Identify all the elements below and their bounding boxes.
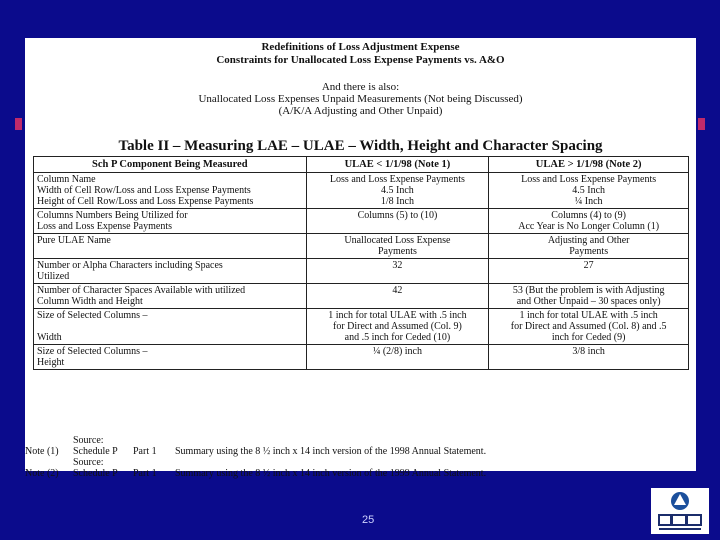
cell-line: for Direct and Assumed (Col. 9) — [332, 321, 462, 332]
cell-line: Columns (4) to (9) — [551, 210, 626, 221]
table-cell — [306, 173, 489, 209]
cell-line: 4.5 Inch — [572, 185, 606, 196]
note-text: Summary using the 8 ½ inch x 14 inch version of the 1998 Annual Statement. — [175, 446, 487, 457]
note-text: Summary using the 8 ½ inch x 14 inch version of the 1999 Annual Statement. — [175, 468, 487, 479]
table-cell — [34, 309, 307, 345]
cell-line: Acc Year is No Longer Column (1) — [518, 221, 660, 232]
cell-line: 32 — [392, 260, 403, 271]
table-cell — [306, 234, 489, 259]
cell-line: Payments — [569, 246, 609, 257]
cell-line: Loss and Loss Expense Payments — [521, 174, 657, 185]
left-accent-bar — [15, 118, 22, 130]
cell-line: Number or Alpha Characters including Spaces — [37, 260, 223, 271]
table-cell — [34, 284, 307, 309]
column-header: ULAE > 1/1/98 (Note 2) — [489, 157, 689, 173]
table-row — [34, 309, 689, 345]
page-number: 25 — [362, 514, 375, 526]
cell-line: Columns Numbers Being Utilized for — [37, 210, 188, 221]
table-cell — [34, 345, 307, 370]
cell-line: Payments — [377, 246, 417, 257]
table-cell — [489, 173, 689, 209]
table-cell — [489, 209, 689, 234]
column-header: ULAE < 1/1/98 (Note 1) — [306, 157, 489, 173]
cell-line: ¼ (2/8) inch — [372, 346, 422, 357]
cell-line: Utilized — [37, 271, 70, 282]
cell-line: 42 — [392, 285, 403, 296]
table-row — [34, 259, 689, 284]
cell-line: Adjusting and Other — [547, 235, 630, 246]
cell-line: Size of Selected Columns – — [37, 310, 148, 321]
table-title: Table II – Measuring LAE – ULAE – Width, Height and Character Spacing — [118, 138, 603, 154]
cell-line: 27 — [583, 260, 594, 271]
footnote — [25, 457, 486, 479]
table-row — [34, 209, 689, 234]
note-source: Source: Schedule P — [73, 435, 118, 457]
cell-line: Pure ULAE Name — [37, 235, 111, 246]
header-line-3: And there is also: — [321, 81, 400, 93]
cell-line: Width — [37, 332, 62, 343]
cell-line: ¼ Inch — [574, 196, 603, 207]
cell-line: for Direct and Assumed (Col. 8) and .5 — [510, 321, 667, 332]
table-cell — [489, 309, 689, 345]
cell-line: and Other Unpaid – 30 spaces only) — [516, 296, 661, 307]
header-line-2: Constraints for Unallocated Loss Expense Payments vs. A&O — [216, 54, 505, 66]
cell-line: 1/8 Inch — [380, 196, 414, 207]
note-part: Part 1 — [133, 468, 157, 479]
footnote — [25, 435, 486, 457]
table-cell — [34, 173, 307, 209]
note-source: Source: Schedule P — [73, 457, 118, 479]
table-row — [34, 284, 689, 309]
cell-line: 3/8 inch — [572, 346, 605, 357]
table-header-row — [34, 157, 689, 173]
note-label: Note (2) — [25, 468, 59, 479]
cell-line: Loss and Loss Expense Payments — [37, 221, 172, 232]
header-line-4: Unallocated Loss Expenses Unpaid Measurements (Not being Discussed) — [198, 93, 523, 105]
cell-line: Width of Cell Row/Loss and Loss Expense Payments — [37, 185, 251, 196]
cell-line: Loss and Loss Expense Payments — [329, 174, 465, 185]
table-row — [34, 173, 689, 209]
table-cell — [306, 345, 489, 370]
footnotes — [25, 435, 486, 479]
cell-line: 1 inch for total ULAE with .5 inch — [328, 310, 467, 321]
cell-line: inch for Ceded (9) — [551, 332, 626, 343]
header-title — [25, 41, 696, 67]
note-label: Note (1) — [25, 446, 59, 457]
lae-table — [33, 156, 689, 370]
table-cell — [489, 284, 689, 309]
cell-line: Column Name — [37, 174, 96, 185]
table-cell — [34, 259, 307, 284]
cell-line: 53 (But the problem is with Adjusting — [512, 285, 665, 296]
cell-line — [37, 321, 303, 332]
cell-line: and .5 inch for Ceded (10) — [344, 332, 451, 343]
table-cell — [34, 234, 307, 259]
table-cell — [306, 284, 489, 309]
table-cell — [489, 345, 689, 370]
table-cell — [306, 309, 489, 345]
cell-line: Column Width and Height — [37, 296, 143, 307]
right-accent-bar — [698, 118, 705, 130]
cell-line: Unallocated Loss Expense — [344, 235, 451, 246]
header-line-5: (A/K/A Adjusting and Other Unpaid) — [278, 105, 443, 117]
table-cell — [489, 234, 689, 259]
table-row — [34, 345, 689, 370]
column-header: Sch P Component Being Measured — [34, 157, 307, 173]
header-line-1: Redefinitions of Loss Adjustment Expense — [261, 41, 460, 53]
cell-line: 4.5 Inch — [381, 185, 414, 196]
cell-line: Size of Selected Columns – — [37, 346, 148, 357]
table-cell — [34, 209, 307, 234]
cell-line: Height — [37, 357, 65, 368]
company-logo — [651, 488, 709, 534]
cell-line: Number of Character Spaces Available with utilized — [37, 285, 246, 296]
cell-line: Columns (5) to (10) — [357, 210, 438, 221]
table-cell — [489, 259, 689, 284]
cell-line: 1 inch for total ULAE with .5 inch — [519, 310, 658, 321]
header-subtitle — [25, 81, 696, 117]
note-part: Part 1 — [133, 446, 157, 457]
document-page — [25, 38, 696, 479]
table-cell — [306, 209, 489, 234]
table-row — [34, 234, 689, 259]
cell-line: Height of Cell Row/Loss and Loss Expense Payments — [37, 196, 254, 207]
table-cell — [306, 259, 489, 284]
